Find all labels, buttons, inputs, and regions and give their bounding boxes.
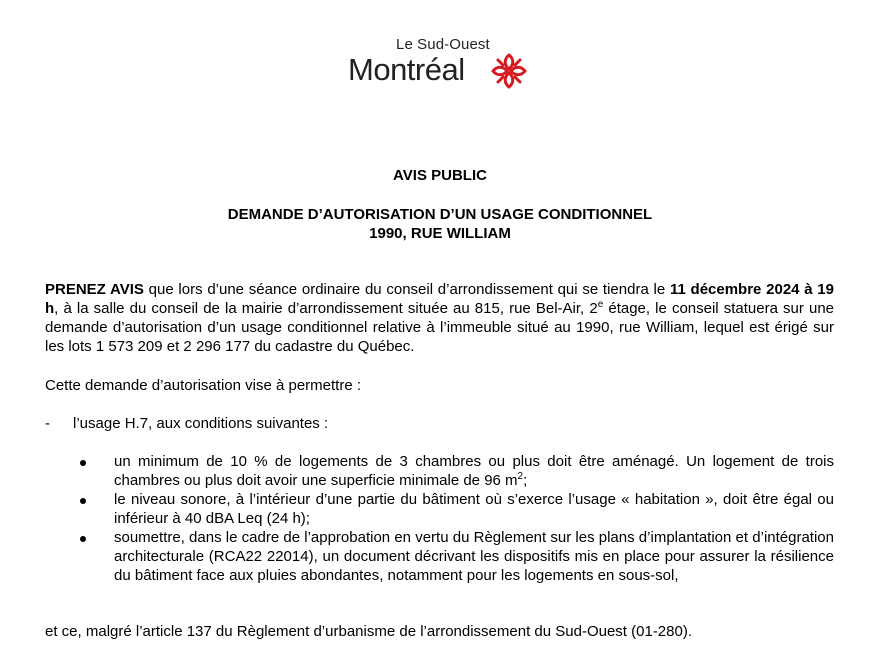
intro-text3: étage, le conseil statuera sur une demande d’autorisation d’un usage conditionnel relative à l’immeuble situé au 1990, rue William, lequel est érigé sur les lots 1 573 209 et 2 296 177 du cadastre du Québec.: [45, 300, 835, 355]
notice-subtitle-line1: DEMANDE D’AUTORISATION D’UN USAGE CONDITIONNEL: [227, 206, 653, 223]
intro-paragraph: [45, 280, 834, 356]
closing-text: et ce, malgré l’article 137 du Règlement d’urbanisme de l’arrondissement du Sud-Ouest (01-280).: [45, 623, 692, 640]
intro-lead: PRENEZ AVIS: [45, 281, 144, 298]
notice-title: AVIS PUBLIC: [393, 167, 487, 184]
usage-dash: -: [45, 415, 50, 432]
condition-1-sup: 2: [517, 471, 524, 482]
rosette-icon: [489, 51, 529, 91]
bullet-icon: [80, 536, 86, 542]
intro-text1: que lors d’une séance ordinaire du conseil d’arrondissement qui se tiendra le: [143, 281, 670, 298]
bullet-icon: [80, 498, 86, 504]
meeting-date: 11 décembre 2024 à 19 h: [45, 281, 834, 317]
condition-1-end: ;: [523, 472, 528, 489]
bullet-icon: [80, 460, 86, 466]
usage-text: l’usage H.7, aux conditions suivantes :: [73, 415, 329, 432]
logo-name: Montréal: [348, 52, 465, 87]
montreal-logo: [346, 36, 536, 94]
intro-text2: , à la salle du conseil de la mairie d’arrondissement située au 815, rue Bel-Air, 2: [54, 300, 598, 317]
logo-subtitle: Le Sud-Ouest: [396, 36, 490, 53]
condition-1-text: un minimum de 10 % de logements de 3 chambres ou plus doit être aménagé. Un logement de trois chambres ou plus doit avoir une superficie minimale de 96 m: [114, 453, 834, 489]
condition-2: le niveau sonore, à l’intérieur d’une partie du bâtiment où s’exerce l’usage « habitation », doit être égal ou inférieur à 40 dBA Leq (24 h);: [114, 491, 834, 527]
condition-3: soumettre, dans le cadre de l’approbation en vertu du Règlement sur les plans d’implantation et d’intégration architecturale (RCA22 22014), un document décrivant les dispositifs mis en place pour assurer la résilience du bâtiment face aux pluies abondantes, notamment pour les logements en sous-sol,: [114, 529, 834, 584]
notice-subtitle-line2: 1990, RUE WILLIAM: [369, 225, 511, 242]
purpose-text: Cette demande d’autorisation vise à permettre :: [45, 377, 362, 394]
condition-1: [114, 452, 834, 490]
intro-sup: e: [597, 299, 604, 310]
